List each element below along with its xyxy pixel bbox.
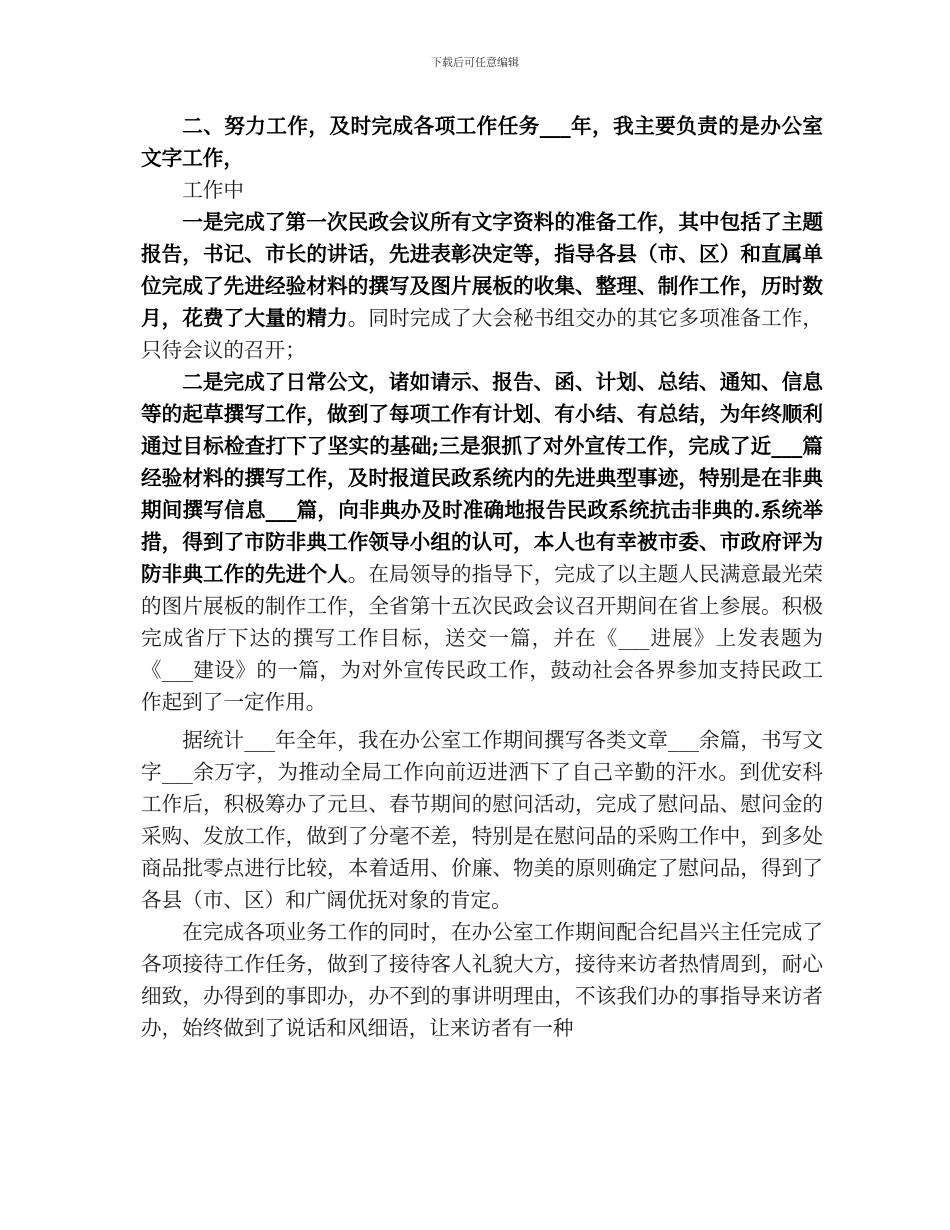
paragraph-work-intro [141, 174, 823, 206]
paragraph-statistics [141, 724, 823, 916]
page-header: 下载后可任意编辑 [431, 56, 519, 69]
paragraph-second-task [141, 366, 823, 718]
paragraph-work-intro-text: 工作中 [182, 178, 244, 202]
paragraph-second-task-text: 。在局领导的指导下，完成了以主题人民满意最光荣的图片展板的制作工作，全省第十五次民政会议召开期间在省上参展。积极完成省厅下达的撰写工作目标，送交一篇，并在《___进展》上发表题为《___建设》的一篇，为对外宣传民政工作，鼓动社会各界参加支持民政工作起到了一定作用。 [141, 562, 824, 714]
paragraph-first-task-bold: 一是完成了第一次民政会议所有文字资料的准备工作，其中包括了主题报告，书记、市长的讲话，先进表彰决定等，指导各县（市、区）和直属单位完成了先进经验材料的撰写及图片展板的收集、整理、制作工作，历时数月，花费了大量的精力 [141, 210, 823, 330]
paragraph-heading-bold: 二、努力工作，及时完成各项工作任务___年，我主要负责的是办公室文字工作， [141, 114, 823, 170]
paragraph-second-task-bold: 二是完成了日常公文，诸如请示、报告、函、计划、总结、通知、信息等的起草撰写工作，做到了每项工作有计划、有小结、有总结，为年终顺利通过目标检查打下了坚实的基础;三是狠抓了对外宣传工作，完成了近___篇经验材料的撰写工作，及时报道民政系统内的先进典型事迹，特别是在非典期间撰写信息___篇，向非典办及时准确地报告民政系统抗击非典的.系统举措，得到了市防非典工作领导小组的认可，本人也有幸被市委、市政府评为防非典工作的先进个人 [141, 370, 823, 586]
paragraph-first-task-text: 。同时完成了大会秘书组交办的其它多项准备工作，只待会议的召开； [141, 306, 824, 362]
paragraph-first-task [141, 206, 823, 366]
paragraph-reception-text: 在完成各项业务工作的同时，在办公室工作期间配合纪昌兴主任完成了各项接待工作任务，做到了接待客人礼貌大方，接待来访者热情周到，耐心细致，办得到的事即办，办不到的事讲明理由，不该我们办的事指导来访者办，始终做到了说话和风细语，让来访者有一种 [141, 920, 823, 1040]
document-body [141, 110, 823, 1044]
paragraph-statistics-text: 据统计___年全年，我在办公室工作期间撰写各类文章___余篇，书写文字___余万字，为推动全局工作向前迈进洒下了自己辛勤的汗水。到优安科工作后，积极筹办了元旦、春节期间的慰问活动，完成了慰问品、慰问金的采购、发放工作，做到了分毫不差，特别是在慰问品的采购工作中，到多处商品批零点进行比较，本着适用、价廉、物美的原则确定了慰问品，得到了各县（市、区）和广阔优抚对象的肯定。 [141, 728, 823, 912]
paragraph-heading [141, 110, 823, 174]
paragraph-reception [141, 916, 823, 1044]
